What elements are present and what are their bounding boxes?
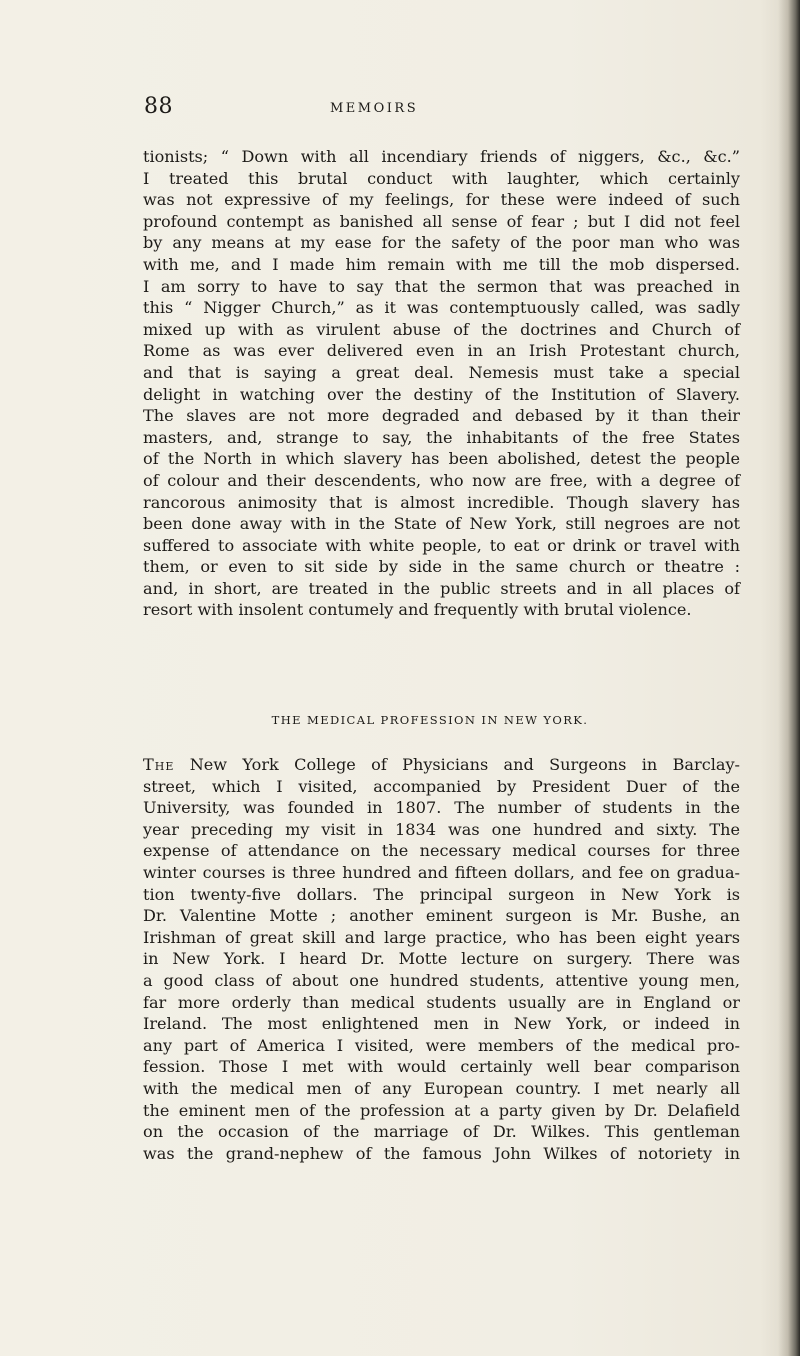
text-line: and, in short, are treated in the public streets and in all places of (143, 578, 740, 598)
text-line: was the grand-nephew of the famous John Wilkes of notoriety in (143, 1143, 740, 1163)
text-line: year preceding my visit in 1834 was one hundred and sixty. The (143, 819, 740, 839)
text-line: them, or even to sit side by side in the same church or theatre : (143, 557, 740, 577)
paragraph-2 (143, 754, 740, 1164)
running-head: MEMOIRS (330, 101, 419, 116)
text-line: masters, and, strange to say, the inhabitants of the free States (143, 427, 740, 447)
text-line: Rome as was ever delivered even in an Irish Protestant church, (143, 341, 740, 361)
text-line: of the North in which slavery has been abolished, detest the people (143, 449, 740, 469)
text-line: was not expressive of my feelings, for these were indeed of such (143, 190, 740, 210)
text-line: the eminent men of the profession at a party given by Dr. Delafield (143, 1100, 740, 1120)
text-line: The slaves are not more degraded and debased by it than their (143, 406, 740, 426)
text-line: expense of attendance on the necessary medical courses for three (143, 841, 740, 861)
text-line: with me, and I made him remain with me till the mob dispersed. (143, 254, 740, 274)
text-line: any part of America I visited, were members of the medical pro- (143, 1035, 740, 1055)
text-line: fession. Those I met with would certainly well bear comparison (143, 1057, 740, 1077)
text-line: been done away with in the State of New York, still negroes are not (143, 514, 740, 534)
text-line: in New York. I heard Dr. Motte lecture on surgery. There was (143, 949, 740, 969)
page-binding-edge (778, 0, 800, 1356)
page-number: 88 (144, 94, 173, 119)
paragraph-1 (143, 146, 740, 621)
text-line: Dr. Valentine Motte ; another eminent surgeon is Mr. Bushe, an (143, 906, 740, 926)
text-line: I am sorry to have to say that the sermon that was preached in (143, 276, 740, 296)
text-line: suffered to associate with white people, to eat or drink or travel with (143, 535, 740, 555)
text-line: delight in watching over the destiny of the Institution of Slavery. (143, 384, 740, 404)
text-line: on the occasion of the marriage of Dr. Wilkes. This gentleman (143, 1122, 740, 1142)
text-line: rancorous animosity that is almost incredible. Though slavery has (143, 492, 740, 512)
text-line: I treated this brutal conduct with laughter, which certainly (143, 168, 740, 188)
text-line: tion twenty-five dollars. The principal surgeon in New York is (143, 884, 740, 904)
text-line: University, was founded in 1807. The number of students in the (143, 798, 740, 818)
section-heading: THE MEDICAL PROFESSION IN NEW YORK. (271, 713, 589, 727)
text-line-first (143, 754, 740, 776)
text-line: resort with insolent contumely and frequently with brutal violence. (143, 600, 692, 620)
drop-word: The (143, 755, 175, 774)
text-line: and that is saying a great deal. Nemesis must take a special (143, 362, 740, 382)
text-line: street, which I visited, accompanied by President Duer of the (143, 776, 740, 796)
text-line: a good class of about one hundred students, attentive young men, (143, 970, 740, 990)
first-line-text: New York College of Physicians and Surgeons in Barclay- (174, 755, 740, 774)
text-line: mixed up with as virulent abuse of the doctrines and Church of (143, 319, 740, 339)
text-line: far more orderly than medical students usually are in England or (143, 992, 740, 1012)
text-line: profound contempt as banished all sense of fear ; but I did not feel (143, 211, 740, 231)
text-line: Ireland. The most enlightened men in New York, or indeed in (143, 1014, 740, 1034)
text-line: with the medical men of any European country. I met nearly all (143, 1078, 740, 1098)
text-line: by any means at my ease for the safety of the poor man who was (143, 233, 740, 253)
text-line: of colour and their descendents, who now are free, with a degree of (143, 470, 740, 490)
text-line: winter courses is three hundred and fifteen dollars, and fee on gradua- (143, 862, 740, 882)
text-line: tionists; “ Down with all incendiary friends of niggers, &c., &c.” (143, 147, 740, 166)
text-line: Irishman of great skill and large practice, who has been eight years (143, 927, 740, 947)
text-line: this “ Nigger Church,” as it was contemptuously called, was sadly (143, 298, 740, 318)
